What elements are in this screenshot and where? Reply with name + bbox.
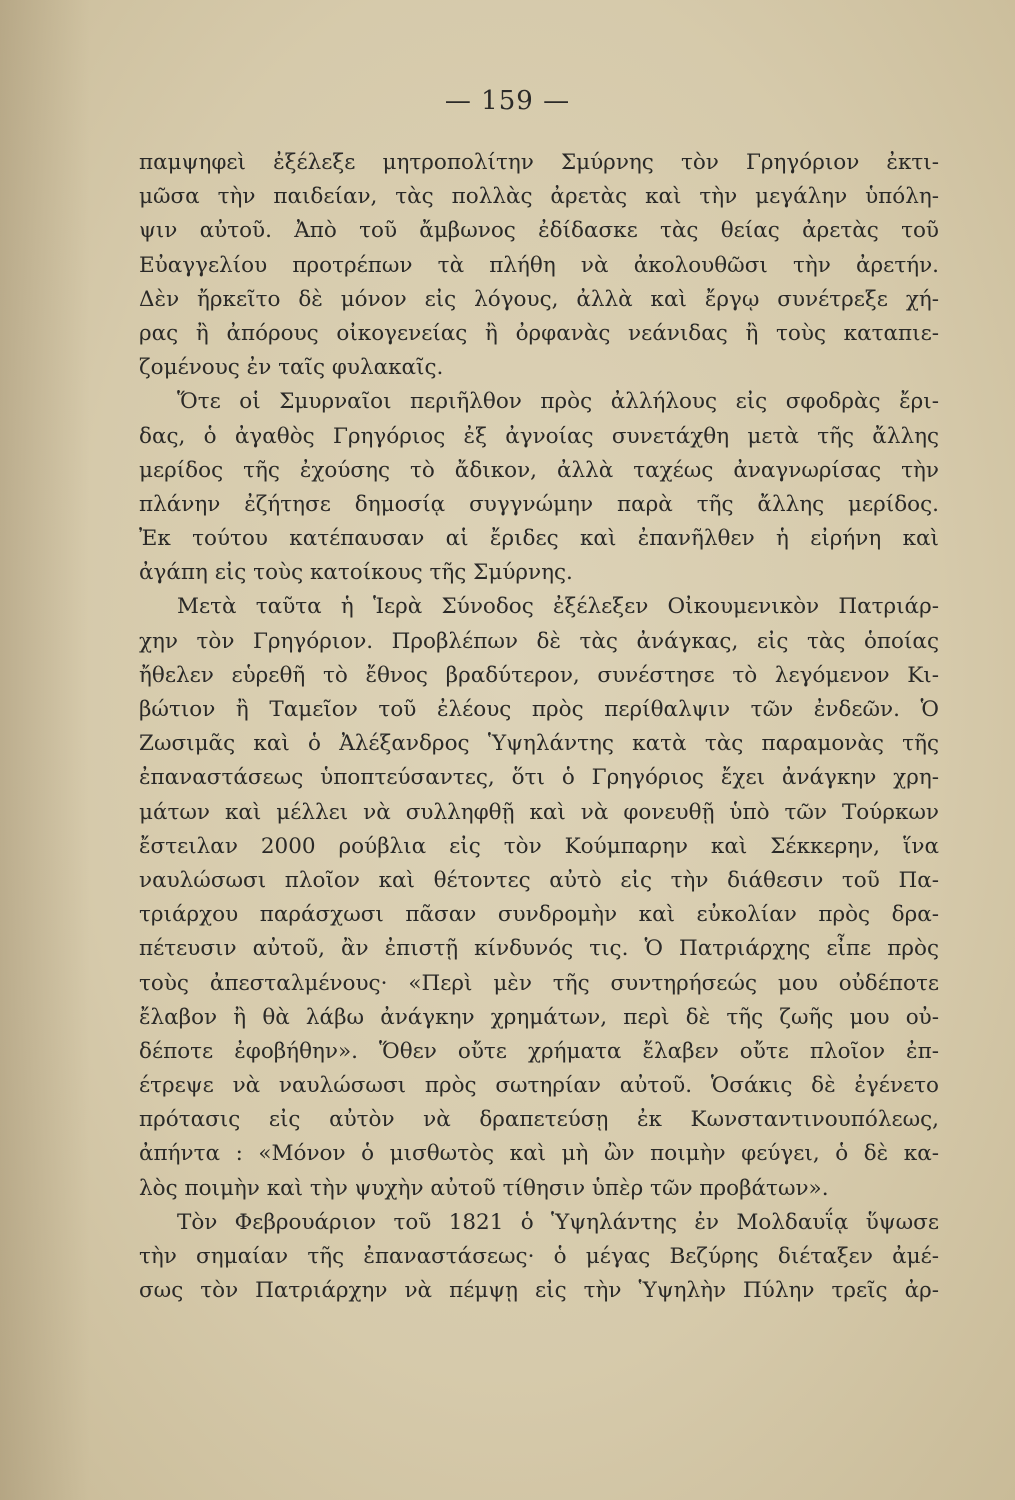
text-line: βώτιον ἢ Ταμεῖον τοῦ ἐλέους πρὸς περίθαλψιν τῶν ἐνδεῶν. Ὁ: [139, 697, 939, 722]
text-line: λὸς ποιμὴν καὶ τὴν ψυχὴν αὐτοῦ τίθησιν ὑπὲρ τῶν προβάτων».: [139, 1175, 829, 1201]
text-line: μερίδος τῆς ἐχούσης τὸ ἄδικον, ἀλλὰ ταχέως ἀναγνωρίσας τὴν: [139, 457, 939, 483]
text-line: Δὲν ἤρκεῖτο δὲ μόνον εἰς λόγους, ἀλλὰ καὶ ἔργῳ συνέτρεξε χή-: [139, 286, 939, 312]
text-line: ἤθελεν εὑρεθῆ τὸ ἔθνος βραδύτερον, συνέστησε τὸ λεγόμενον Κι-: [139, 662, 939, 688]
text-line: Μετὰ ταῦτα ἡ Ἱερὰ Σύνοδος ἐξέλεξεν Οἰκουμενικὸν Πατριάρ-: [177, 594, 939, 620]
text-line: τοὺς ἀπεσταλμένους· «Περὶ μὲν τῆς συντηρήσεώς μου οὐδέποτε: [139, 970, 939, 996]
text-line: Ζωσιμᾶς καὶ ὁ Ἀλέξανδρος Ὑψηλάντης κατὰ τὰς παραμονὰς τῆς: [139, 731, 939, 757]
text-line: Εὐαγγελίου προτρέπων τὰ πλήθη νὰ ἀκολουθῶσι τὴν ἀρετήν.: [139, 252, 939, 278]
body-text: [139, 146, 939, 1308]
text-line: τὴν σημαίαν τῆς ἐπαναστάσεως· ὁ μέγας Βεζύρης διέταξεν ἀμέ-: [139, 1244, 939, 1269]
text-line: ἀπήντα : «Μόνον ὁ μισθωτὸς καὶ μὴ ὢν ποιμὴν φεύγει, ὁ δὲ κα-: [139, 1141, 939, 1167]
page-edge-shadow: [0, 0, 90, 1500]
text-line: χην τὸν Γρηγόριον. Προβλέπων δὲ τὰς ἀνάγκας, εἰς τὰς ὁποίας: [139, 628, 939, 654]
text-line: ἐπαναστάσεως ὑποπτεύσαντες, ὅτι ὁ Γρηγόριος ἔχει ἀνάγκην χρη-: [139, 765, 939, 791]
text-line: ναυλώσωσι πλοῖον καὶ θέτοντες αὐτὸ εἰς τὴν διάθεσιν τοῦ Πα-: [139, 867, 939, 893]
text-line: τριάρχου παράσχωσι πᾶσαν συνδρομὴν καὶ εὐκολίαν πρὸς δρα-: [139, 902, 939, 928]
text-line: ἔστειλαν 2000 ρούβλια εἰς τὸν Κούμπαρην καὶ Σέκκερην, ἵνα: [139, 833, 939, 859]
text-line: παμψηφεὶ ἐξέλεξε μητροπολίτην Σμύρνης τὸν Γρηγόριον ἐκτι-: [139, 150, 939, 175]
text-line: ρας ἢ ἀπόρους οἰκογενείας ἢ ὀρφανὰς νεάνιδας ἢ τοὺς καταπιε-: [139, 320, 939, 346]
text-line: μάτων καὶ μέλλει νὰ συλληφθῇ καὶ νὰ φονευθῇ ὑπὸ τῶν Τούρκων: [139, 799, 939, 825]
text-line: Ἐκ τούτου κατέπαυσαν αἱ ἔριδες καὶ ἐπανῆλθεν ἡ εἰρήνη καὶ: [139, 526, 939, 552]
text-line: Ὅτε οἱ Σμυρναῖοι περιῆλθον πρὸς ἀλλήλους εἰς σφοδρὰς ἔρι-: [177, 389, 939, 415]
text-line: ἀγάπη εἰς τοὺς κατοίκους τῆς Σμύρνης.: [139, 560, 573, 586]
text-line: ψιν αὐτοῦ. Ἀπὸ τοῦ ἄμβωνος ἐδίδασκε τὰς θείας ἀρετὰς τοῦ: [139, 218, 939, 244]
text-line: Τὸν Φεβρουάριον τοῦ 1821 ὁ Ὑψηλάντης ἐν Μολδαυΐᾳ ὕψωσε: [177, 1209, 939, 1235]
text-line: δέποτε ἐφοβήθην». Ὅθεν οὔτε χρήματα ἔλαβεν οὔτε πλοῖον ἐπ-: [139, 1038, 939, 1064]
page-number: — 159 —: [444, 86, 571, 116]
text-line: δας, ὁ ἀγαθὸς Γρηγόριος ἐξ ἀγνοίας συνετάχθη μετὰ τῆς ἄλλης: [139, 423, 939, 449]
text-line: ζομένους ἐν ταῖς φυλακαῖς.: [139, 355, 444, 381]
text-line: έτρεψε νὰ ναυλώσωσι πρὸς σωτηρίαν αὐτοῦ. Ὁσάκις δὲ ἐγένετο: [139, 1073, 939, 1099]
text-line: πέτευσιν αὐτοῦ, ἂν ἐπιστῇ κίνδυνός τις. Ὁ Πατριάρχης εἶπε πρὸς: [139, 936, 939, 962]
text-line: μῶσα τὴν παιδείαν, τὰς πολλὰς ἀρετὰς καὶ τὴν μεγάλην ὑπόλη-: [139, 184, 939, 210]
text-line: ἔλαβον ἢ θὰ λάβω ἀνάγκην χρημάτων, περὶ δὲ τῆς ζωῆς μου οὐ-: [139, 1004, 939, 1030]
text-line: πρότασις εἰς αὐτὸν νὰ δραπετεύσῃ ἐκ Κωνσταντινουπόλεως,: [139, 1107, 939, 1133]
text-line: σως τὸν Πατριάρχην νὰ πέμψῃ εἰς τὴν Ὑψηλὴν Πύλην τρεῖς ἀρ-: [139, 1278, 939, 1304]
text-line: πλάνην ἐζήτησε δημοσίᾳ συγγνώμην παρὰ τῆς ἄλλης μερίδος.: [139, 491, 939, 517]
